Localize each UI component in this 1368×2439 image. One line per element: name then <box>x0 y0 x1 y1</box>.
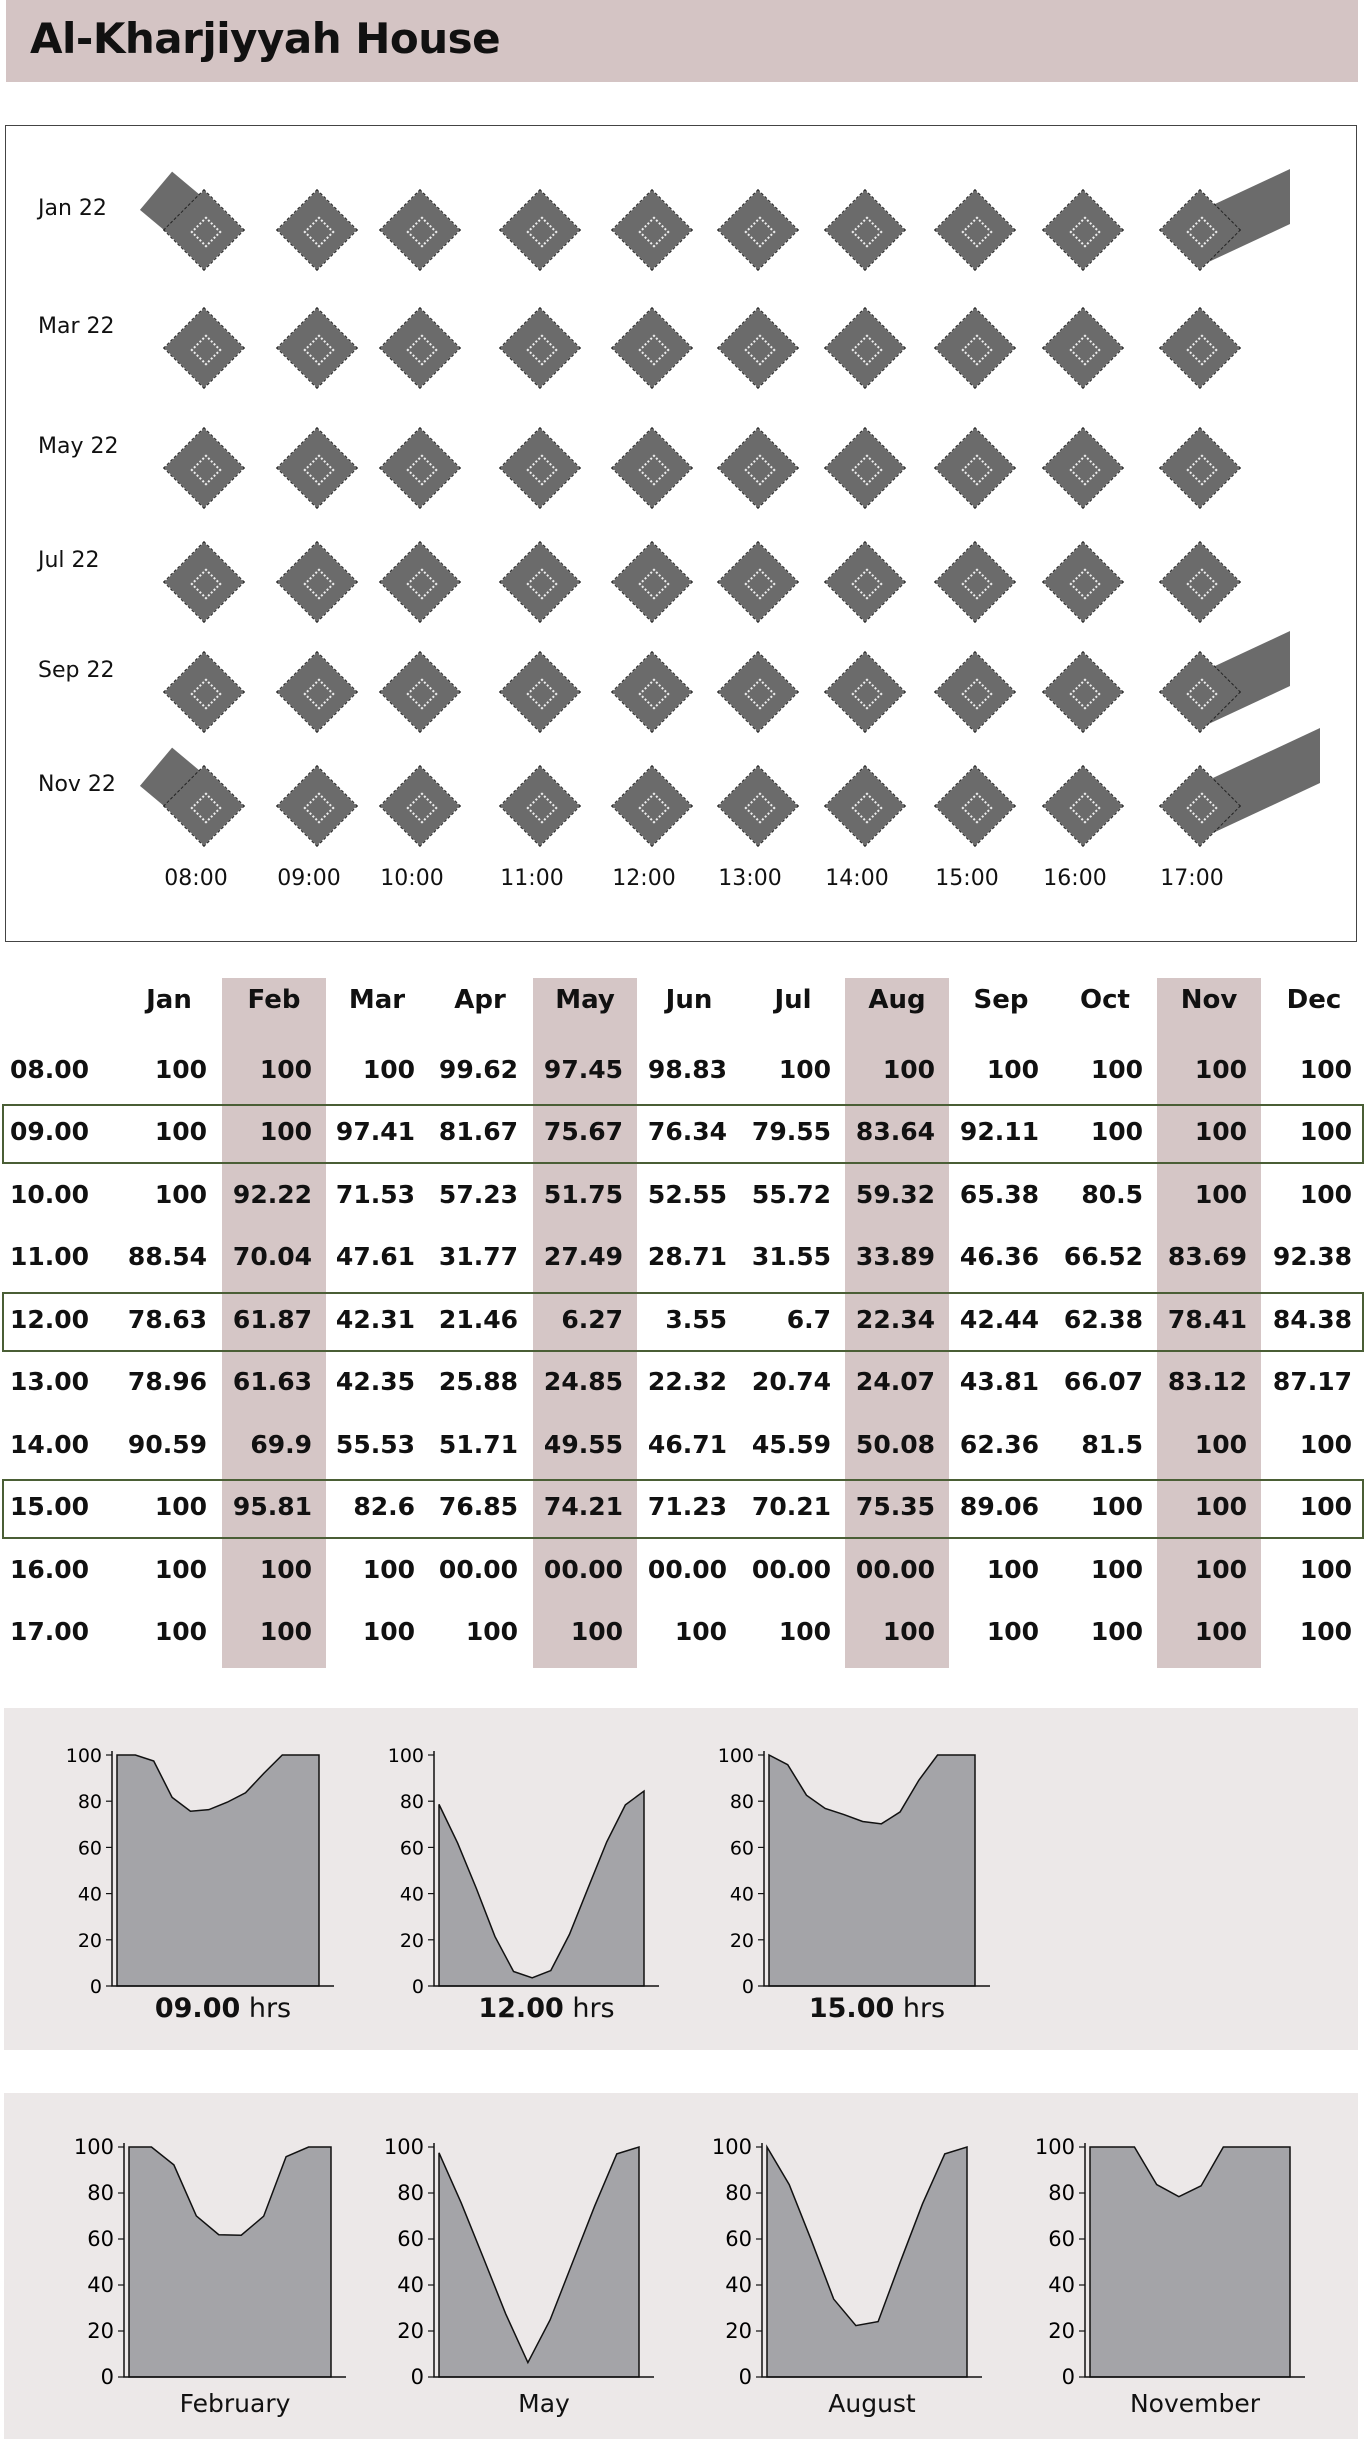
table-cell: 80.5 <box>1081 1180 1143 1209</box>
y-tick-label: 0 <box>100 2365 114 2389</box>
table-cell: 57.23 <box>438 1180 518 1209</box>
chart-caption: May <box>518 2389 570 2418</box>
shadow-diagram <box>1038 185 1128 275</box>
table-cell: 100 <box>154 1180 207 1209</box>
table-cell: 22.34 <box>855 1305 935 1334</box>
table-cell: 100 <box>465 1617 518 1646</box>
table-cell: 00.00 <box>438 1555 518 1584</box>
area-chart <box>374 2127 694 2397</box>
shadow-diagram <box>930 647 1020 737</box>
shadow-row-label: Jul 22 <box>38 548 100 573</box>
chart-caption: 15.00 hrs <box>808 1993 946 2024</box>
table-cell: 00.00 <box>855 1555 935 1584</box>
table-cell: 100 <box>986 1055 1039 1084</box>
y-tick-label: 80 <box>399 1791 424 1814</box>
table-cell: 100 <box>259 1117 312 1146</box>
table-cell: 78.63 <box>127 1305 207 1334</box>
table-cell: 61.63 <box>232 1367 312 1396</box>
table-cell: 25.88 <box>438 1367 518 1396</box>
table-cell: 100 <box>1299 1555 1352 1584</box>
table-cell: 3.55 <box>665 1305 727 1334</box>
table-cell: 76.34 <box>647 1117 727 1146</box>
table-cell: 100 <box>1090 1117 1143 1146</box>
shadow-diagram <box>272 647 362 737</box>
chart-caption-hour: 09.00 <box>154 1993 241 2024</box>
shadow-diagram <box>159 761 249 851</box>
y-tick-label: 100 <box>387 1745 424 1767</box>
chart-caption-hour: 15.00 <box>808 1993 895 2024</box>
shadow-diagram <box>820 423 910 513</box>
shadow-diagram <box>495 303 585 393</box>
table-cell: 70.04 <box>232 1242 312 1271</box>
y-tick-label: 40 <box>1048 2273 1075 2297</box>
chart-caption: November <box>1129 2389 1261 2418</box>
table-cell: 100 <box>1194 1555 1247 1584</box>
shadow-diagram <box>820 185 910 275</box>
y-tick-label: 0 <box>738 2365 752 2389</box>
y-tick-label: 20 <box>399 1929 424 1952</box>
table-cell: 27.49 <box>543 1242 623 1271</box>
table-row-label: 10.00 <box>10 1180 90 1209</box>
table-cell: 100 <box>1194 1492 1247 1521</box>
y-tick-label: 40 <box>399 1883 424 1906</box>
y-tick-label: 20 <box>1048 2319 1075 2343</box>
y-tick-label: 20 <box>725 2319 752 2343</box>
shadow-diagram <box>272 185 362 275</box>
table-cell: 62.38 <box>1063 1305 1143 1334</box>
table-cell: 00.00 <box>647 1555 727 1584</box>
table-cell: 100 <box>1194 1617 1247 1646</box>
chart-caption: 09.00 hrs <box>154 1993 292 2024</box>
table-cell: 75.67 <box>543 1117 623 1146</box>
table-cell: 92.11 <box>959 1117 1039 1146</box>
shadow-diagram <box>930 303 1020 393</box>
table-header: Jun <box>665 985 713 1015</box>
shadow-row-label: Sep 22 <box>38 658 115 683</box>
y-tick-label: 0 <box>741 1976 754 1998</box>
y-tick-label: 20 <box>729 1929 754 1952</box>
table-cell: 49.55 <box>543 1430 623 1459</box>
table-cell: 100 <box>778 1617 831 1646</box>
table-cell: 45.59 <box>751 1430 831 1459</box>
table-cell: 22.32 <box>647 1367 727 1396</box>
table-cell: 100 <box>154 1555 207 1584</box>
table-cell: 100 <box>1090 1617 1143 1646</box>
table-cell: 74.21 <box>543 1492 623 1521</box>
y-tick-label: 100 <box>383 2135 424 2159</box>
table-cell: 43.81 <box>959 1367 1039 1396</box>
table-cell: 24.07 <box>855 1367 935 1396</box>
shadow-diagram <box>1038 647 1128 737</box>
table-cell: 31.55 <box>751 1242 831 1271</box>
table-cell: 100 <box>259 1055 312 1084</box>
y-tick-label: 80 <box>397 2181 424 2205</box>
table-cell: 100 <box>1090 1055 1143 1084</box>
table-cell: 83.64 <box>855 1117 935 1146</box>
table-cell: 42.44 <box>959 1305 1039 1334</box>
table-cell: 92.38 <box>1272 1242 1352 1271</box>
table-header: Sep <box>973 985 1029 1015</box>
table-cell: 100 <box>1299 1617 1352 1646</box>
table-cell: 100 <box>1299 1055 1352 1084</box>
table-cell: 100 <box>362 1555 415 1584</box>
shadow-diagram <box>375 537 465 627</box>
shadow-diagram <box>1155 647 1245 737</box>
table-cell: 78.96 <box>127 1367 207 1396</box>
y-tick-label: 80 <box>729 1791 754 1814</box>
shadow-diagram <box>607 761 697 851</box>
shadow-diagram <box>495 647 585 737</box>
shadow-diagram <box>375 761 465 851</box>
table-cell: 62.36 <box>959 1430 1039 1459</box>
y-tick-label: 60 <box>729 1837 754 1860</box>
table-cell: 6.7 <box>786 1305 831 1334</box>
chart-caption: February <box>179 2389 291 2418</box>
table-cell: 100 <box>1299 1492 1352 1521</box>
table-cell: 100 <box>154 1055 207 1084</box>
area-chart <box>704 1735 1030 2006</box>
shadow-diagram <box>495 537 585 627</box>
table-cell: 100 <box>1090 1492 1143 1521</box>
shadow-time-label: 17:00 <box>1160 866 1224 891</box>
area-chart <box>702 2127 1022 2397</box>
shadow-time-label: 10:00 <box>380 866 444 891</box>
table-cell: 100 <box>154 1617 207 1646</box>
chart-caption: 12.00 hrs <box>478 1993 615 2024</box>
area-series <box>769 1755 975 1986</box>
shadow-row-label: Mar 22 <box>38 314 115 339</box>
shadow-diagram <box>820 647 910 737</box>
shadow-diagram <box>607 423 697 513</box>
table-cell: 100 <box>1194 1055 1247 1084</box>
page-title: Al-Kharjiyyah House <box>30 14 501 63</box>
table-header: May <box>555 985 615 1015</box>
shadow-diagram <box>713 647 803 737</box>
table-cell: 100 <box>154 1117 207 1146</box>
table-row-label: 14.00 <box>10 1430 90 1459</box>
shadow-diagram <box>159 303 249 393</box>
shadow-diagram <box>607 647 697 737</box>
table-row-label: 16.00 <box>10 1555 90 1584</box>
table-cell: 88.54 <box>127 1242 207 1271</box>
y-tick-label: 20 <box>77 1929 102 1952</box>
table-cell: 100 <box>986 1555 1039 1584</box>
shadow-time-label: 09:00 <box>277 866 341 891</box>
shadow-diagram <box>1155 761 1245 851</box>
shadow-diagram <box>607 303 697 393</box>
shadow-diagram <box>713 537 803 627</box>
title-bar <box>6 0 1358 82</box>
y-tick-label: 100 <box>65 1745 102 1767</box>
y-tick-label: 100 <box>1034 2135 1075 2159</box>
table-cell: 55.72 <box>751 1180 831 1209</box>
table-cell: 31.77 <box>438 1242 518 1271</box>
table-cell: 70.21 <box>751 1492 831 1521</box>
table-header: Feb <box>247 985 301 1015</box>
table-cell: 20.74 <box>751 1367 831 1396</box>
table-header: Apr <box>454 985 506 1015</box>
shadow-diagram <box>713 761 803 851</box>
y-tick-label: 0 <box>411 1976 424 1998</box>
table-row-label: 09.00 <box>10 1117 90 1146</box>
area-series <box>129 2147 331 2377</box>
shadow-diagram <box>272 537 362 627</box>
shadow-diagram <box>1038 761 1128 851</box>
area-series <box>117 1755 319 1986</box>
table-cell: 46.71 <box>647 1430 727 1459</box>
table-cell: 6.27 <box>561 1305 623 1334</box>
shadow-diagram <box>272 423 362 513</box>
shadow-row-label: Nov 22 <box>38 772 116 797</box>
table-cell: 78.41 <box>1167 1305 1247 1334</box>
table-cell: 47.61 <box>335 1242 415 1271</box>
y-tick-label: 80 <box>87 2181 114 2205</box>
table-row-label: 11.00 <box>10 1242 90 1271</box>
shadow-time-label: 13:00 <box>718 866 782 891</box>
table-cell: 100 <box>1194 1180 1247 1209</box>
y-tick-label: 60 <box>399 1837 424 1860</box>
table-header: Oct <box>1080 985 1130 1015</box>
y-tick-label: 60 <box>77 1837 102 1860</box>
shadow-diagram <box>272 303 362 393</box>
y-tick-label: 40 <box>729 1883 754 1906</box>
shadow-time-label: 11:00 <box>500 866 564 891</box>
table-cell: 100 <box>570 1617 623 1646</box>
shadow-diagram <box>159 537 249 627</box>
shadow-diagram <box>713 185 803 275</box>
table-cell: 100 <box>1299 1117 1352 1146</box>
table-cell: 51.71 <box>438 1430 518 1459</box>
table-row-label: 12.00 <box>10 1305 90 1334</box>
table-cell: 95.81 <box>232 1492 312 1521</box>
shadow-diagram <box>375 303 465 393</box>
table-cell: 90.59 <box>127 1430 207 1459</box>
table-cell: 100 <box>882 1617 935 1646</box>
table-cell: 46.36 <box>959 1242 1039 1271</box>
table-row-label: 13.00 <box>10 1367 90 1396</box>
shadow-diagram <box>607 537 697 627</box>
table-cell: 100 <box>259 1555 312 1584</box>
area-chart <box>1025 2127 1345 2397</box>
table-row-label: 17.00 <box>10 1617 90 1646</box>
table-cell: 52.55 <box>647 1180 727 1209</box>
shadow-row-label: Jan 22 <box>38 196 107 221</box>
y-tick-label: 100 <box>73 2135 114 2159</box>
y-tick-label: 0 <box>89 1976 102 1998</box>
table-cell: 87.17 <box>1272 1367 1352 1396</box>
table-cell: 84.38 <box>1272 1305 1352 1334</box>
shadow-diagram <box>159 647 249 737</box>
table-cell: 00.00 <box>751 1555 831 1584</box>
y-tick-label: 60 <box>1048 2227 1075 2251</box>
shadow-diagram <box>375 185 465 275</box>
table-cell: 65.38 <box>959 1180 1039 1209</box>
shadow-diagram <box>1038 423 1128 513</box>
shadow-diagram <box>1155 303 1245 393</box>
shadow-diagram <box>495 761 585 851</box>
y-tick-label: 0 <box>1061 2365 1075 2389</box>
y-tick-label: 20 <box>397 2319 424 2343</box>
shadow-diagram <box>607 185 697 275</box>
y-tick-label: 40 <box>397 2273 424 2297</box>
shadow-time-label: 16:00 <box>1043 866 1107 891</box>
shadow-time-label: 14:00 <box>825 866 889 891</box>
y-tick-label: 100 <box>717 1745 754 1767</box>
y-tick-label: 40 <box>725 2273 752 2297</box>
table-cell: 100 <box>1194 1430 1247 1459</box>
table-cell: 24.85 <box>543 1367 623 1396</box>
y-tick-label: 40 <box>77 1883 102 1906</box>
table-cell: 81.67 <box>438 1117 518 1146</box>
shadow-diagram <box>930 423 1020 513</box>
shadow-diagram <box>930 761 1020 851</box>
table-cell: 100 <box>1299 1180 1352 1209</box>
area-chart <box>52 1735 374 2006</box>
table-cell: 61.87 <box>232 1305 312 1334</box>
table-cell: 66.07 <box>1063 1367 1143 1396</box>
chart-caption: August <box>828 2389 916 2418</box>
area-series <box>439 1791 644 1986</box>
shadow-time-label: 15:00 <box>935 866 999 891</box>
shadow-diagram <box>375 423 465 513</box>
table-cell: 100 <box>362 1617 415 1646</box>
table-cell: 71.53 <box>335 1180 415 1209</box>
table-cell: 100 <box>154 1492 207 1521</box>
table-row-label: 15.00 <box>10 1492 90 1521</box>
table-cell: 51.75 <box>543 1180 623 1209</box>
table-header: Jan <box>146 985 192 1015</box>
table-cell: 50.08 <box>855 1430 935 1459</box>
shadow-diagram <box>713 423 803 513</box>
chart-caption-hour: 12.00 <box>478 1993 564 2024</box>
table-cell: 100 <box>362 1055 415 1084</box>
shadow-diagram <box>495 423 585 513</box>
shadow-diagram <box>820 761 910 851</box>
table-cell: 83.69 <box>1167 1242 1247 1271</box>
y-tick-label: 0 <box>410 2365 424 2389</box>
area-chart <box>64 2127 386 2397</box>
shadow-time-label: 12:00 <box>612 866 676 891</box>
table-cell: 55.53 <box>335 1430 415 1459</box>
table-cell: 21.46 <box>438 1305 518 1334</box>
table-cell: 59.32 <box>855 1180 935 1209</box>
y-tick-label: 80 <box>1048 2181 1075 2205</box>
shadow-diagram <box>1155 185 1245 275</box>
table-cell: 75.35 <box>855 1492 935 1521</box>
table-cell: 97.41 <box>335 1117 415 1146</box>
y-tick-label: 80 <box>77 1791 102 1814</box>
shadow-diagram <box>713 303 803 393</box>
table-cell: 99.62 <box>438 1055 518 1084</box>
shadow-diagram <box>159 423 249 513</box>
shadow-diagram <box>820 537 910 627</box>
shadow-diagram <box>272 761 362 851</box>
y-tick-label: 100 <box>711 2135 752 2159</box>
table-cell: 100 <box>778 1055 831 1084</box>
area-series <box>439 2147 639 2377</box>
area-series <box>767 2147 967 2377</box>
shadow-diagram <box>930 185 1020 275</box>
shadow-diagram <box>1038 303 1128 393</box>
table-cell: 71.23 <box>647 1492 727 1521</box>
area-series <box>1090 2147 1290 2377</box>
table-cell: 100 <box>1090 1555 1143 1584</box>
table-header: Nov <box>1180 985 1238 1015</box>
table-cell: 82.6 <box>353 1492 415 1521</box>
table-cell: 100 <box>259 1617 312 1646</box>
table-cell: 00.00 <box>543 1555 623 1584</box>
table-cell: 83.12 <box>1167 1367 1247 1396</box>
table-cell: 100 <box>1194 1117 1247 1146</box>
table-cell: 100 <box>674 1617 727 1646</box>
shadow-diagram <box>1038 537 1128 627</box>
table-header: Jul <box>774 985 812 1015</box>
table-cell: 33.89 <box>855 1242 935 1271</box>
y-tick-label: 20 <box>87 2319 114 2343</box>
shadow-row-label: May 22 <box>38 434 119 459</box>
table-row-label: 08.00 <box>10 1055 90 1084</box>
table-cell: 89.06 <box>959 1492 1039 1521</box>
shadow-diagram <box>495 185 585 275</box>
table-cell: 100 <box>1299 1430 1352 1459</box>
table-cell: 97.45 <box>543 1055 623 1084</box>
y-tick-label: 60 <box>87 2227 114 2251</box>
table-cell: 81.5 <box>1081 1430 1143 1459</box>
y-tick-label: 80 <box>725 2181 752 2205</box>
y-tick-label: 60 <box>725 2227 752 2251</box>
table-header: Dec <box>1286 985 1342 1015</box>
shadow-time-label: 08:00 <box>164 866 228 891</box>
shadow-diagram <box>820 303 910 393</box>
table-cell: 76.85 <box>438 1492 518 1521</box>
table-header: Aug <box>868 985 926 1015</box>
y-tick-label: 60 <box>397 2227 424 2251</box>
table-cell: 42.31 <box>335 1305 415 1334</box>
table-cell: 92.22 <box>232 1180 312 1209</box>
shadow-diagram <box>930 537 1020 627</box>
table-cell: 98.83 <box>647 1055 727 1084</box>
shadow-diagram <box>159 185 249 275</box>
area-chart <box>374 1735 699 2006</box>
y-tick-label: 40 <box>87 2273 114 2297</box>
shadow-diagram <box>1155 537 1245 627</box>
table-cell: 66.52 <box>1063 1242 1143 1271</box>
shadow-diagram <box>375 647 465 737</box>
table-cell: 69.9 <box>250 1430 312 1459</box>
table-cell: 28.71 <box>647 1242 727 1271</box>
table-cell: 79.55 <box>751 1117 831 1146</box>
shadow-diagram <box>1155 423 1245 513</box>
table-cell: 100 <box>882 1055 935 1084</box>
table-header: Mar <box>348 985 406 1015</box>
table-cell: 100 <box>986 1617 1039 1646</box>
table-cell: 42.35 <box>335 1367 415 1396</box>
